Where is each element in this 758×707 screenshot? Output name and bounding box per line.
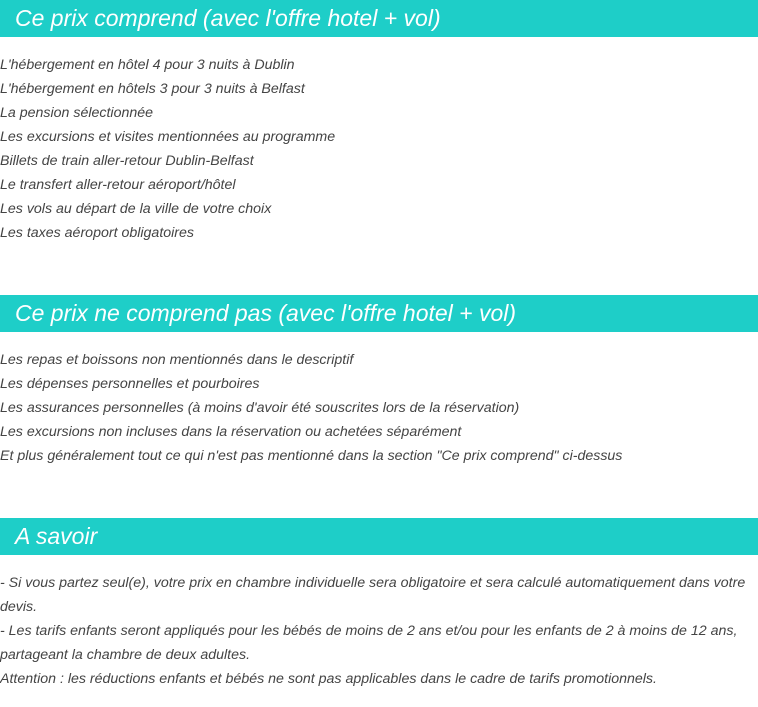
list-item: L'hébergement en hôtels 3 pour 3 nuits à Belfast <box>0 81 305 97</box>
list-item: Les excursions non incluses dans la réservation ou achetées séparément <box>0 424 462 440</box>
section-title-included: Ce prix comprend (avec l'offre hotel + vol) <box>0 0 758 37</box>
list-item: Les dépenses personnelles et pourboires <box>0 376 260 392</box>
list-item: Les vols au départ de la ville de votre choix <box>0 201 272 217</box>
list-item: Les repas et boissons non mentionnés dans le descriptif <box>0 352 354 368</box>
list-item: La pension sélectionnée <box>0 105 154 121</box>
not-included-list <box>0 348 758 468</box>
list-item: L'hébergement en hôtel 4 pour 3 nuits à Dublin <box>0 57 295 73</box>
list-item: Les taxes aéroport obligatoires <box>0 225 195 241</box>
section-title-not-included: Ce prix ne comprend pas (avec l'offre hotel + vol) <box>0 295 758 332</box>
section-title-a-savoir: A savoir <box>0 518 758 555</box>
included-list <box>0 53 758 245</box>
list-item: Et plus généralement tout ce qui n'est pas mentionné dans la section "Ce prix comprend" ci-dessus <box>0 448 623 464</box>
list-item: Les assurances personnelles (à moins d'avoir été souscrites lors de la réservation) <box>0 400 520 416</box>
info-paragraph: Attention : les réductions enfants et bébés ne sont pas applicables dans le cadre de tarifs promotionnels. <box>0 671 657 687</box>
info-paragraph: - Si vous partez seul(e), votre prix en chambre individuelle sera obligatoire et sera calculé automatiquement dans votre devis. <box>0 575 746 615</box>
list-item: Les excursions et visites mentionnées au programme <box>0 129 336 145</box>
info-paragraph: - Les tarifs enfants seront appliqués pour les bébés de moins de 2 ans et/ou pour les enfants de 2 à moins de 12 ans, partageant la chambre de deux adultes. <box>0 623 738 663</box>
list-item: Billets de train aller-retour Dublin-Belfast <box>0 153 254 169</box>
list-item: Le transfert aller-retour aéroport/hôtel <box>0 177 236 193</box>
a-savoir-text <box>0 571 755 691</box>
